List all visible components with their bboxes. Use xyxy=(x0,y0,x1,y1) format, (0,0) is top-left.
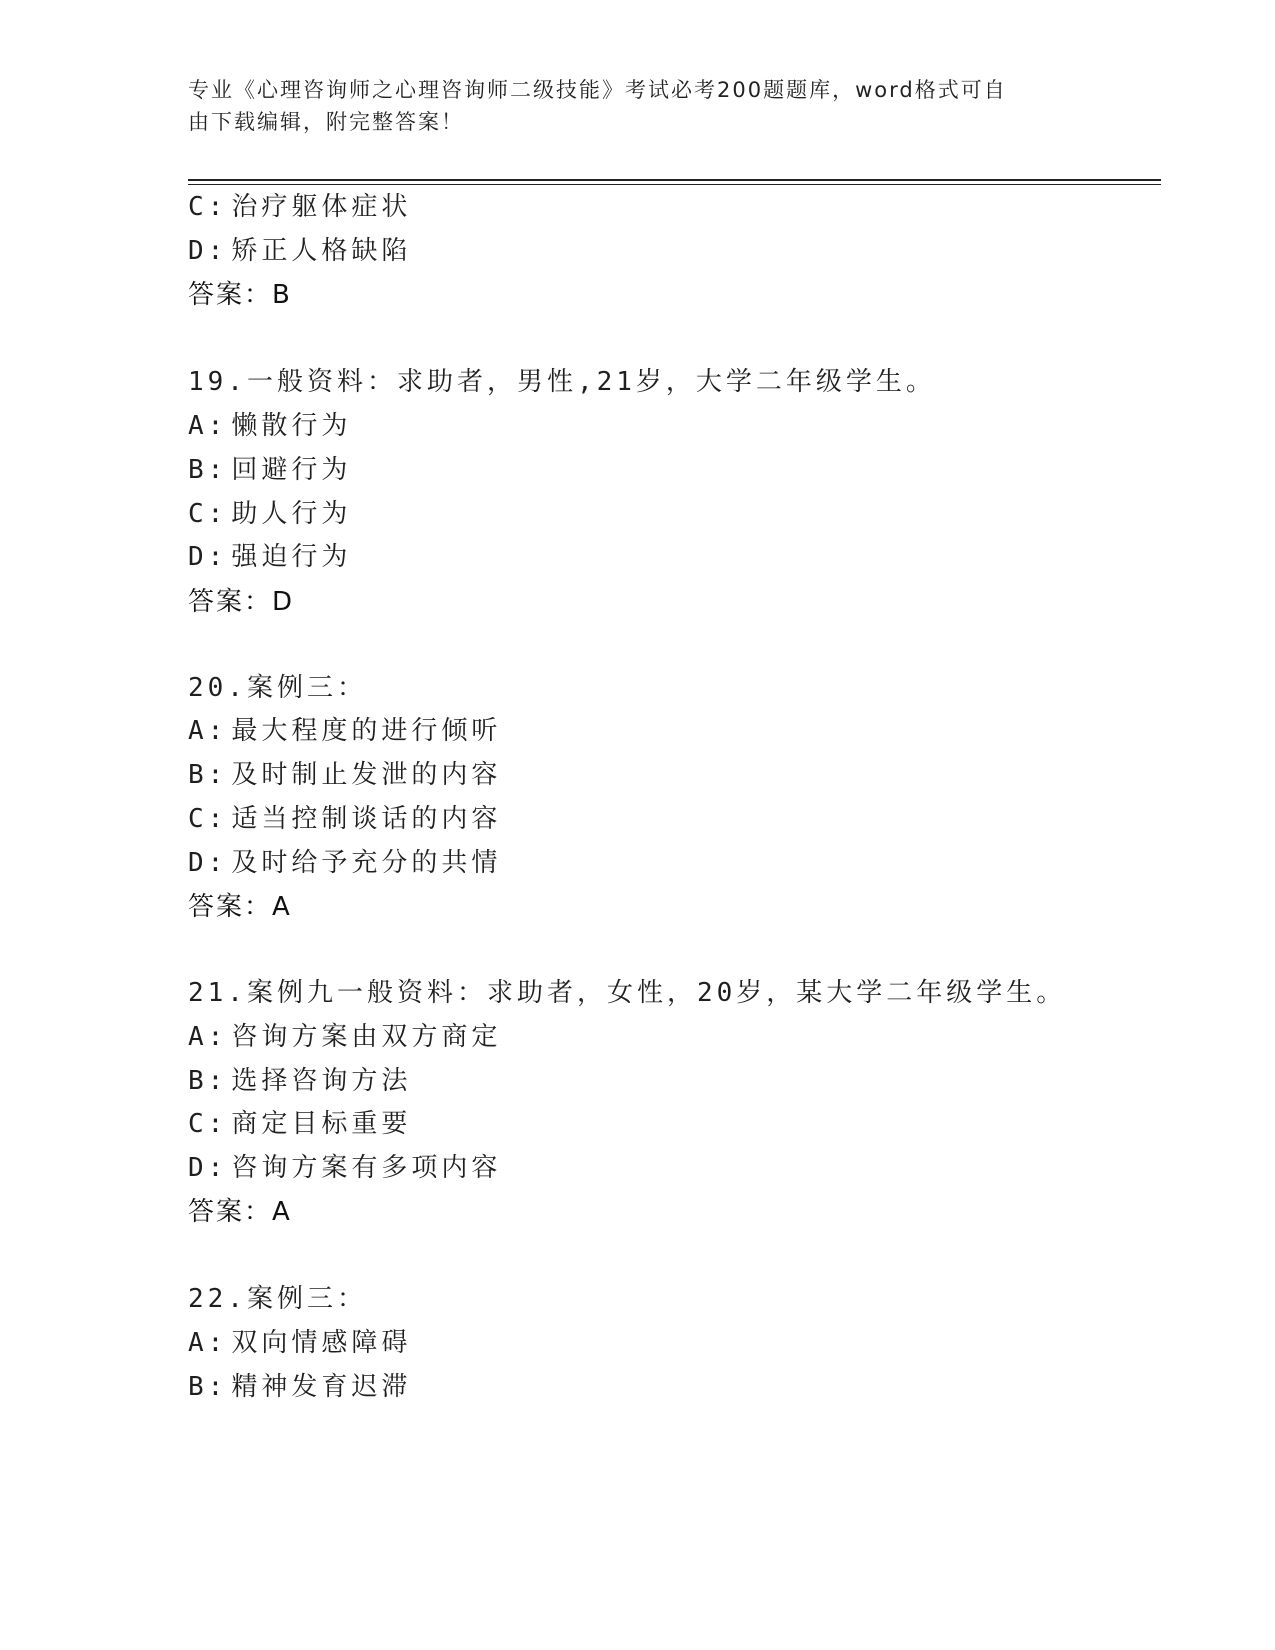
header-line-1: 专业《心理咨询师之心理咨询师二级技能》考试必考200题题库，word格式可自 xyxy=(188,78,1007,102)
option-c: C: 助人行为 xyxy=(188,499,352,529)
option-d: D: 咨询方案有多项内容 xyxy=(188,1153,502,1183)
option-b: B: 选择咨询方法 xyxy=(188,1066,412,1096)
option-a: A: 咨询方案由双方商定 xyxy=(188,1022,502,1052)
answer-line: 答案：A xyxy=(188,892,292,922)
answer-line: 答案：B xyxy=(188,280,292,310)
option-a: A: 最大程度的进行倾听 xyxy=(188,716,502,746)
option-d: D: 及时给予充分的共情 xyxy=(188,848,502,878)
option-a: A: 懒散行为 xyxy=(188,411,352,441)
header-line-2: 由下载编辑，附完整答案！ xyxy=(188,110,464,134)
document-header xyxy=(188,74,1088,138)
header-divider-thick xyxy=(188,179,1161,181)
option-b: B: 回避行为 xyxy=(188,455,352,485)
question-stem: 21.案例九一般资料：求助者，女性，20岁，某大学二年级学生。 xyxy=(188,978,1067,1008)
option-b: B: 及时制止发泄的内容 xyxy=(188,760,502,790)
answer-line: 答案：A xyxy=(188,1197,292,1227)
option-a: A: 双向情感障碍 xyxy=(188,1328,412,1358)
option-b: B: 精神发育迟滞 xyxy=(188,1372,412,1402)
option-d: D: 矫正人格缺陷 xyxy=(188,236,412,266)
question-stem: 22.案例三： xyxy=(188,1284,367,1314)
answer-line: 答案：D xyxy=(188,587,295,617)
question-stem: 19.一般资料：求助者，男性,21岁，大学二年级学生。 xyxy=(188,367,936,397)
option-c: C: 适当控制谈话的内容 xyxy=(188,804,502,834)
option-c: C: 治疗躯体症状 xyxy=(188,192,412,222)
option-c: C: 商定目标重要 xyxy=(188,1109,412,1139)
question-stem: 20.案例三： xyxy=(188,673,367,703)
header-divider-thin xyxy=(188,184,1161,185)
option-d: D: 强迫行为 xyxy=(188,542,352,572)
